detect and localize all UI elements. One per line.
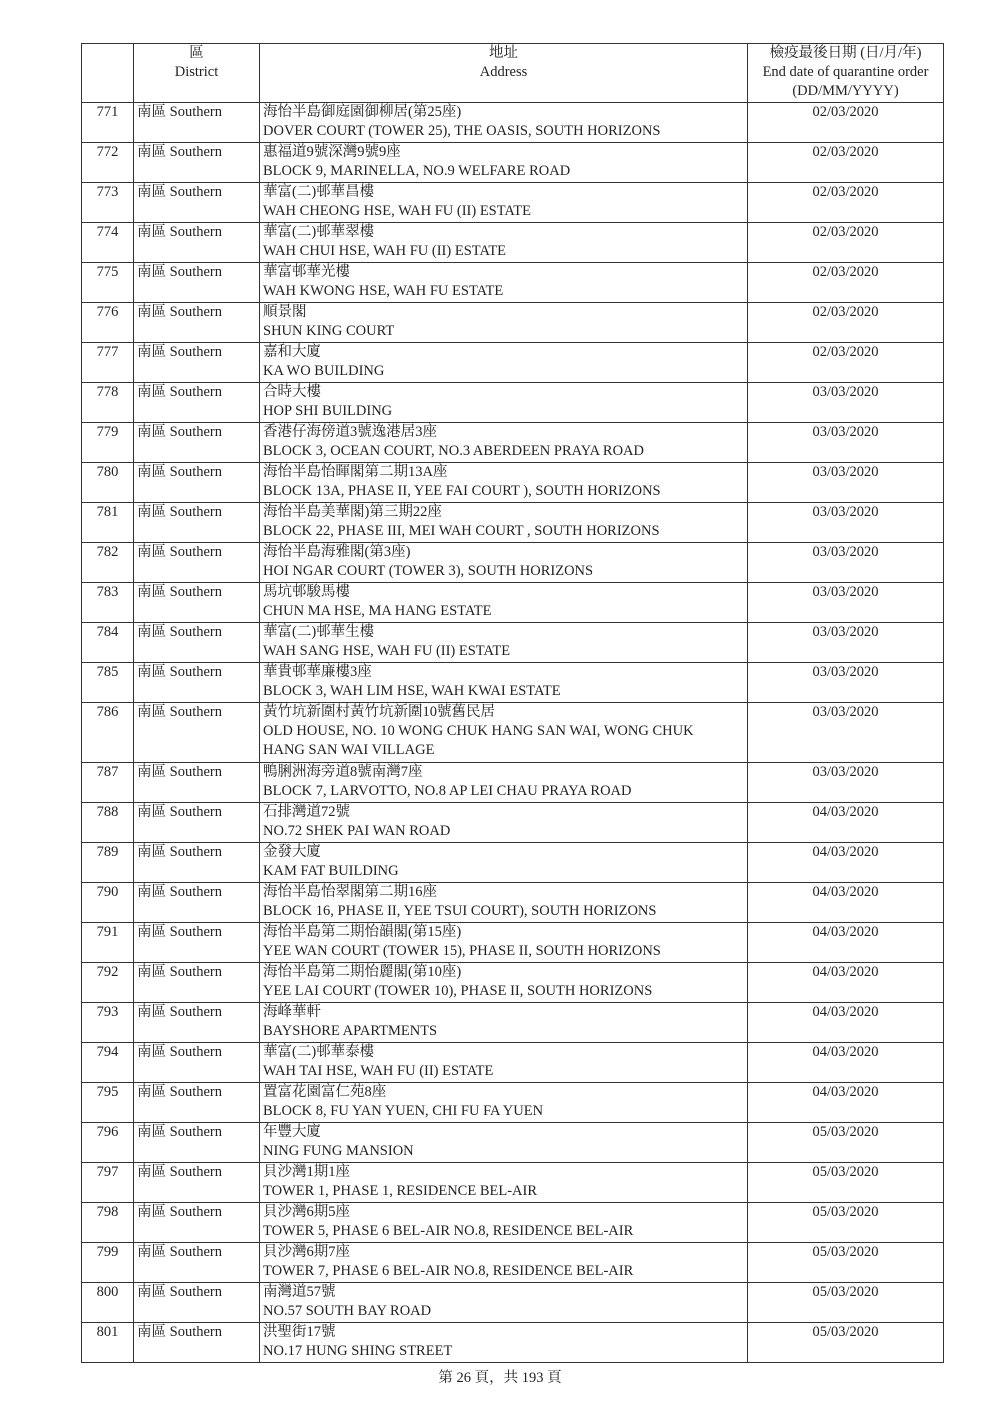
row-address — [260, 1203, 748, 1243]
row-end-date: 04/03/2020 — [748, 1043, 944, 1083]
row-district: 南區 Southern — [134, 263, 260, 303]
address-english: YEE LAI COURT (TOWER 10), PHASE II, SOUTH HORIZONS — [263, 983, 653, 999]
row-number: 795 — [82, 1083, 134, 1123]
row-district: 南區 Southern — [134, 923, 260, 963]
table-row — [82, 923, 944, 963]
row-number: 780 — [82, 463, 134, 503]
address-chinese: 黃竹坑新圍村黃竹坑新圍10號舊民居 — [263, 704, 495, 720]
row-district: 南區 Southern — [134, 1323, 260, 1363]
table-row — [82, 143, 944, 183]
address-english: BLOCK 3, OCEAN COURT, NO.3 ABERDEEN PRAYA ROAD — [263, 443, 645, 459]
table-row — [82, 1123, 944, 1163]
address-chinese: 海怡半島美華閣)第三期22座 — [263, 504, 442, 520]
address-english: HOP SHI BUILDING — [263, 403, 393, 419]
row-number: 788 — [82, 803, 134, 843]
row-address — [260, 463, 748, 503]
address-chinese: 南灣道57號 — [263, 1284, 336, 1300]
row-address — [260, 1163, 748, 1203]
row-district: 南區 Southern — [134, 143, 260, 183]
row-end-date: 04/03/2020 — [748, 883, 944, 923]
table-row — [82, 623, 944, 663]
row-address — [260, 143, 748, 183]
row-number: 773 — [82, 183, 134, 223]
row-number: 783 — [82, 583, 134, 623]
row-number: 790 — [82, 883, 134, 923]
row-address — [260, 503, 748, 543]
row-district: 南區 Southern — [134, 1043, 260, 1083]
row-number: 786 — [82, 703, 134, 763]
table-row — [82, 183, 944, 223]
page-number-footer: 第 26 頁，共 193 頁 — [438, 1370, 562, 1386]
address-chinese: 惠福道9號深灣9號9座 — [263, 144, 401, 160]
address-english: KAM FAT BUILDING — [263, 863, 399, 879]
address-chinese: 年豐大廈 — [263, 1124, 321, 1140]
row-end-date: 04/03/2020 — [748, 923, 944, 963]
table-row — [82, 1083, 944, 1123]
header-date-en: End date of quarantine order — [762, 64, 929, 80]
row-district: 南區 Southern — [134, 343, 260, 383]
quarantine-table — [81, 43, 944, 1363]
address-chinese: 華富(二)邨華翠樓 — [263, 224, 375, 240]
table-row — [82, 583, 944, 623]
row-address — [260, 263, 748, 303]
row-end-date: 03/03/2020 — [748, 503, 944, 543]
table-row — [82, 763, 944, 803]
address-chinese: 嘉和大廈 — [263, 344, 321, 360]
address-chinese: 貝沙灣6期5座 — [263, 1204, 350, 1220]
table-row — [82, 463, 944, 503]
row-number: 779 — [82, 423, 134, 463]
row-address — [260, 763, 748, 803]
row-address — [260, 543, 748, 583]
row-number: 793 — [82, 1003, 134, 1043]
address-chinese: 海怡半島海雅閣(第3座) — [263, 544, 411, 560]
address-chinese: 置富花園富仁苑8座 — [263, 1084, 387, 1100]
table-row — [82, 1043, 944, 1083]
row-address — [260, 343, 748, 383]
row-number: 796 — [82, 1123, 134, 1163]
row-district: 南區 Southern — [134, 803, 260, 843]
row-number: 777 — [82, 343, 134, 383]
row-district: 南區 Southern — [134, 583, 260, 623]
address-chinese: 海怡半島第二期怡韻閣(第15座) — [263, 924, 462, 940]
table-row — [82, 103, 944, 143]
row-end-date: 04/03/2020 — [748, 803, 944, 843]
address-english: NING FUNG MANSION — [263, 1143, 414, 1159]
address-chinese: 華富(二)邨華昌樓 — [263, 184, 375, 200]
address-english: WAH CHUI HSE, WAH FU (II) ESTATE — [263, 243, 507, 259]
row-end-date: 02/03/2020 — [748, 183, 944, 223]
row-address — [260, 1043, 748, 1083]
row-number: 797 — [82, 1163, 134, 1203]
row-end-date: 02/03/2020 — [748, 263, 944, 303]
header-district-zh: 區 — [189, 45, 204, 61]
row-district: 南區 Southern — [134, 223, 260, 263]
row-address — [260, 803, 748, 843]
table-row — [82, 1283, 944, 1323]
row-number: 784 — [82, 623, 134, 663]
address-chinese: 海怡半島怡翠閣第二期16座 — [263, 884, 437, 900]
row-district: 南區 Southern — [134, 543, 260, 583]
row-number: 774 — [82, 223, 134, 263]
address-chinese: 海怡半島御庭園御柳居(第25座) — [263, 104, 462, 120]
table-row — [82, 843, 944, 883]
row-address — [260, 1003, 748, 1043]
row-district: 南區 Southern — [134, 1123, 260, 1163]
header-address — [260, 44, 748, 103]
header-district — [134, 44, 260, 103]
address-english: BLOCK 7, LARVOTTO, NO.8 AP LEI CHAU PRAYA ROAD — [263, 783, 632, 799]
row-end-date: 03/03/2020 — [748, 423, 944, 463]
row-district: 南區 Southern — [134, 703, 260, 763]
address-chinese: 馬坑邨駿馬樓 — [263, 584, 350, 600]
row-address — [260, 663, 748, 703]
row-address — [260, 223, 748, 263]
row-end-date: 02/03/2020 — [748, 303, 944, 343]
row-end-date: 05/03/2020 — [748, 1283, 944, 1323]
row-number: 787 — [82, 763, 134, 803]
address-english: NO.72 SHEK PAI WAN ROAD — [263, 823, 451, 839]
row-address — [260, 883, 748, 923]
table-row — [82, 303, 944, 343]
row-district: 南區 Southern — [134, 623, 260, 663]
table-row — [82, 263, 944, 303]
address-chinese: 合時大樓 — [263, 384, 321, 400]
table-row — [82, 1203, 944, 1243]
row-end-date: 05/03/2020 — [748, 1323, 944, 1363]
address-chinese: 海怡半島怡暉閣第二期13A座 — [263, 464, 448, 480]
address-chinese: 華富(二)邨華生樓 — [263, 624, 375, 640]
row-end-date: 04/03/2020 — [748, 843, 944, 883]
header-address-en: Address — [479, 64, 528, 80]
row-district: 南區 Southern — [134, 843, 260, 883]
row-district: 南區 Southern — [134, 383, 260, 423]
address-english-continued: HANG SAN WAI VILLAGE — [263, 742, 435, 758]
address-english: BLOCK 3, WAH LIM HSE, WAH KWAI ESTATE — [263, 683, 561, 699]
row-district: 南區 Southern — [134, 1243, 260, 1283]
row-end-date: 05/03/2020 — [748, 1203, 944, 1243]
row-district: 南區 Southern — [134, 183, 260, 223]
row-address — [260, 1123, 748, 1163]
address-chinese: 洪聖街17號 — [263, 1324, 336, 1340]
header-district-en: District — [174, 64, 219, 80]
row-end-date: 03/03/2020 — [748, 543, 944, 583]
address-chinese: 鴨脷洲海旁道8號南灣7座 — [263, 764, 423, 780]
header-end-date — [748, 44, 944, 103]
address-english: TOWER 1, PHASE 1, RESIDENCE BEL-AIR — [263, 1183, 538, 1199]
row-district: 南區 Southern — [134, 1003, 260, 1043]
table-row — [82, 383, 944, 423]
row-end-date: 05/03/2020 — [748, 1243, 944, 1283]
row-address — [260, 843, 748, 883]
table-row — [82, 1323, 944, 1363]
row-number: 799 — [82, 1243, 134, 1283]
row-end-date: 03/03/2020 — [748, 663, 944, 703]
address-chinese: 華富(二)邨華泰樓 — [263, 1044, 375, 1060]
row-end-date: 02/03/2020 — [748, 223, 944, 263]
address-chinese: 香港仔海傍道3號逸港居3座 — [263, 424, 437, 440]
row-number: 781 — [82, 503, 134, 543]
row-district: 南區 Southern — [134, 1163, 260, 1203]
address-chinese: 貝沙灣1期1座 — [263, 1164, 350, 1180]
table-row — [82, 1163, 944, 1203]
address-english: OLD HOUSE, NO. 10 WONG CHUK HANG SAN WAI, WONG CHUK — [263, 723, 694, 739]
row-address — [260, 383, 748, 423]
table-row — [82, 883, 944, 923]
address-chinese: 石排灣道72號 — [263, 804, 350, 820]
address-chinese: 海峰華軒 — [263, 1004, 321, 1020]
address-english: WAH CHEONG HSE, WAH FU (II) ESTATE — [263, 203, 532, 219]
address-english: TOWER 5, PHASE 6 BEL-AIR NO.8, RESIDENCE BEL-AIR — [263, 1223, 634, 1239]
table-row — [82, 223, 944, 263]
address-chinese: 貝沙灣6期7座 — [263, 1244, 350, 1260]
table-body — [82, 103, 944, 1363]
row-end-date: 03/03/2020 — [748, 763, 944, 803]
address-english: WAH KWONG HSE, WAH FU ESTATE — [263, 283, 504, 299]
row-number: 798 — [82, 1203, 134, 1243]
address-chinese: 海怡半島第二期怡麗閣(第10座) — [263, 964, 462, 980]
row-district: 南區 Southern — [134, 303, 260, 343]
row-end-date: 04/03/2020 — [748, 1083, 944, 1123]
header-number — [82, 44, 134, 103]
row-address — [260, 1083, 748, 1123]
row-number: 801 — [82, 1323, 134, 1363]
row-address — [260, 923, 748, 963]
address-chinese: 華貴邨華廉樓3座 — [263, 664, 372, 680]
table-row — [82, 423, 944, 463]
table-row — [82, 1003, 944, 1043]
row-address — [260, 303, 748, 343]
table-row — [82, 343, 944, 383]
table-row — [82, 503, 944, 543]
address-chinese: 金發大廈 — [263, 844, 321, 860]
table-row — [82, 543, 944, 583]
row-number: 782 — [82, 543, 134, 583]
row-number: 776 — [82, 303, 134, 343]
row-number: 800 — [82, 1283, 134, 1323]
row-address — [260, 963, 748, 1003]
row-district: 南區 Southern — [134, 103, 260, 143]
table-row — [82, 963, 944, 1003]
row-end-date: 03/03/2020 — [748, 583, 944, 623]
address-english: CHUN MA HSE, MA HANG ESTATE — [263, 603, 492, 619]
row-end-date: 03/03/2020 — [748, 383, 944, 423]
row-number: 789 — [82, 843, 134, 883]
row-district: 南區 Southern — [134, 463, 260, 503]
table-row — [82, 1243, 944, 1283]
row-end-date: 05/03/2020 — [748, 1123, 944, 1163]
row-number: 791 — [82, 923, 134, 963]
row-district: 南區 Southern — [134, 763, 260, 803]
row-number: 778 — [82, 383, 134, 423]
row-address — [260, 583, 748, 623]
address-english: TOWER 7, PHASE 6 BEL-AIR NO.8, RESIDENCE BEL-AIR — [263, 1263, 634, 1279]
document-page — [81, 43, 943, 1363]
row-number: 771 — [82, 103, 134, 143]
row-end-date: 03/03/2020 — [748, 463, 944, 503]
header-address-zh: 地址 — [489, 45, 518, 61]
row-address — [260, 703, 748, 763]
row-district: 南區 Southern — [134, 883, 260, 923]
row-end-date: 02/03/2020 — [748, 143, 944, 183]
row-district: 南區 Southern — [134, 1083, 260, 1123]
address-english: BAYSHORE APARTMENTS — [263, 1023, 438, 1039]
row-end-date: 03/03/2020 — [748, 703, 944, 763]
row-end-date: 04/03/2020 — [748, 1003, 944, 1043]
row-number: 775 — [82, 263, 134, 303]
row-district: 南區 Southern — [134, 1283, 260, 1323]
row-end-date: 02/03/2020 — [748, 343, 944, 383]
address-chinese: 順景閣 — [263, 304, 307, 320]
table-row — [82, 703, 944, 763]
address-english: HOI NGAR COURT (TOWER 3), SOUTH HORIZONS — [263, 563, 594, 579]
row-number: 785 — [82, 663, 134, 703]
row-district: 南區 Southern — [134, 663, 260, 703]
address-english: BLOCK 8, FU YAN YUEN, CHI FU FA YUEN — [263, 1103, 544, 1119]
row-address — [260, 103, 748, 143]
address-english: BLOCK 9, MARINELLA, NO.9 WELFARE ROAD — [263, 163, 571, 179]
row-end-date: 02/03/2020 — [748, 103, 944, 143]
row-number: 792 — [82, 963, 134, 1003]
table-row — [82, 663, 944, 703]
header-date-zh: 檢疫最後日期 (日/月/年) — [769, 45, 922, 61]
row-address — [260, 1243, 748, 1283]
row-end-date: 04/03/2020 — [748, 963, 944, 1003]
address-english: WAH SANG HSE, WAH FU (II) ESTATE — [263, 643, 511, 659]
row-district: 南區 Southern — [134, 503, 260, 543]
row-district: 南區 Southern — [134, 1203, 260, 1243]
row-district: 南區 Southern — [134, 963, 260, 1003]
row-address — [260, 623, 748, 663]
row-number: 794 — [82, 1043, 134, 1083]
row-address — [260, 183, 748, 223]
address-english: DOVER COURT (TOWER 25), THE OASIS, SOUTH HORIZONS — [263, 123, 661, 139]
address-english: NO.17 HUNG SHING STREET — [263, 1343, 453, 1359]
row-end-date: 05/03/2020 — [748, 1163, 944, 1203]
address-english: BLOCK 16, PHASE II, YEE TSUI COURT), SOUTH HORIZONS — [263, 903, 657, 919]
address-english: KA WO BUILDING — [263, 363, 385, 379]
address-english: WAH TAI HSE, WAH FU (II) ESTATE — [263, 1063, 494, 1079]
address-english: YEE WAN COURT (TOWER 15), PHASE II, SOUTH HORIZONS — [263, 943, 661, 959]
table-row — [82, 803, 944, 843]
address-english: BLOCK 22, PHASE III, MEI WAH COURT , SOUTH HORIZONS — [263, 523, 660, 539]
row-address — [260, 1283, 748, 1323]
header-date-format: (DD/MM/YYYY) — [792, 83, 899, 99]
row-address — [260, 1323, 748, 1363]
row-end-date: 03/03/2020 — [748, 623, 944, 663]
row-number: 772 — [82, 143, 134, 183]
table-header-row — [82, 44, 944, 103]
address-english: SHUN KING COURT — [263, 323, 395, 339]
row-address — [260, 423, 748, 463]
address-chinese: 華富邨華光樓 — [263, 264, 350, 280]
address-english: BLOCK 13A, PHASE II, YEE FAI COURT ), SOUTH HORIZONS — [263, 483, 661, 499]
address-english: NO.57 SOUTH BAY ROAD — [263, 1303, 432, 1319]
row-district: 南區 Southern — [134, 423, 260, 463]
